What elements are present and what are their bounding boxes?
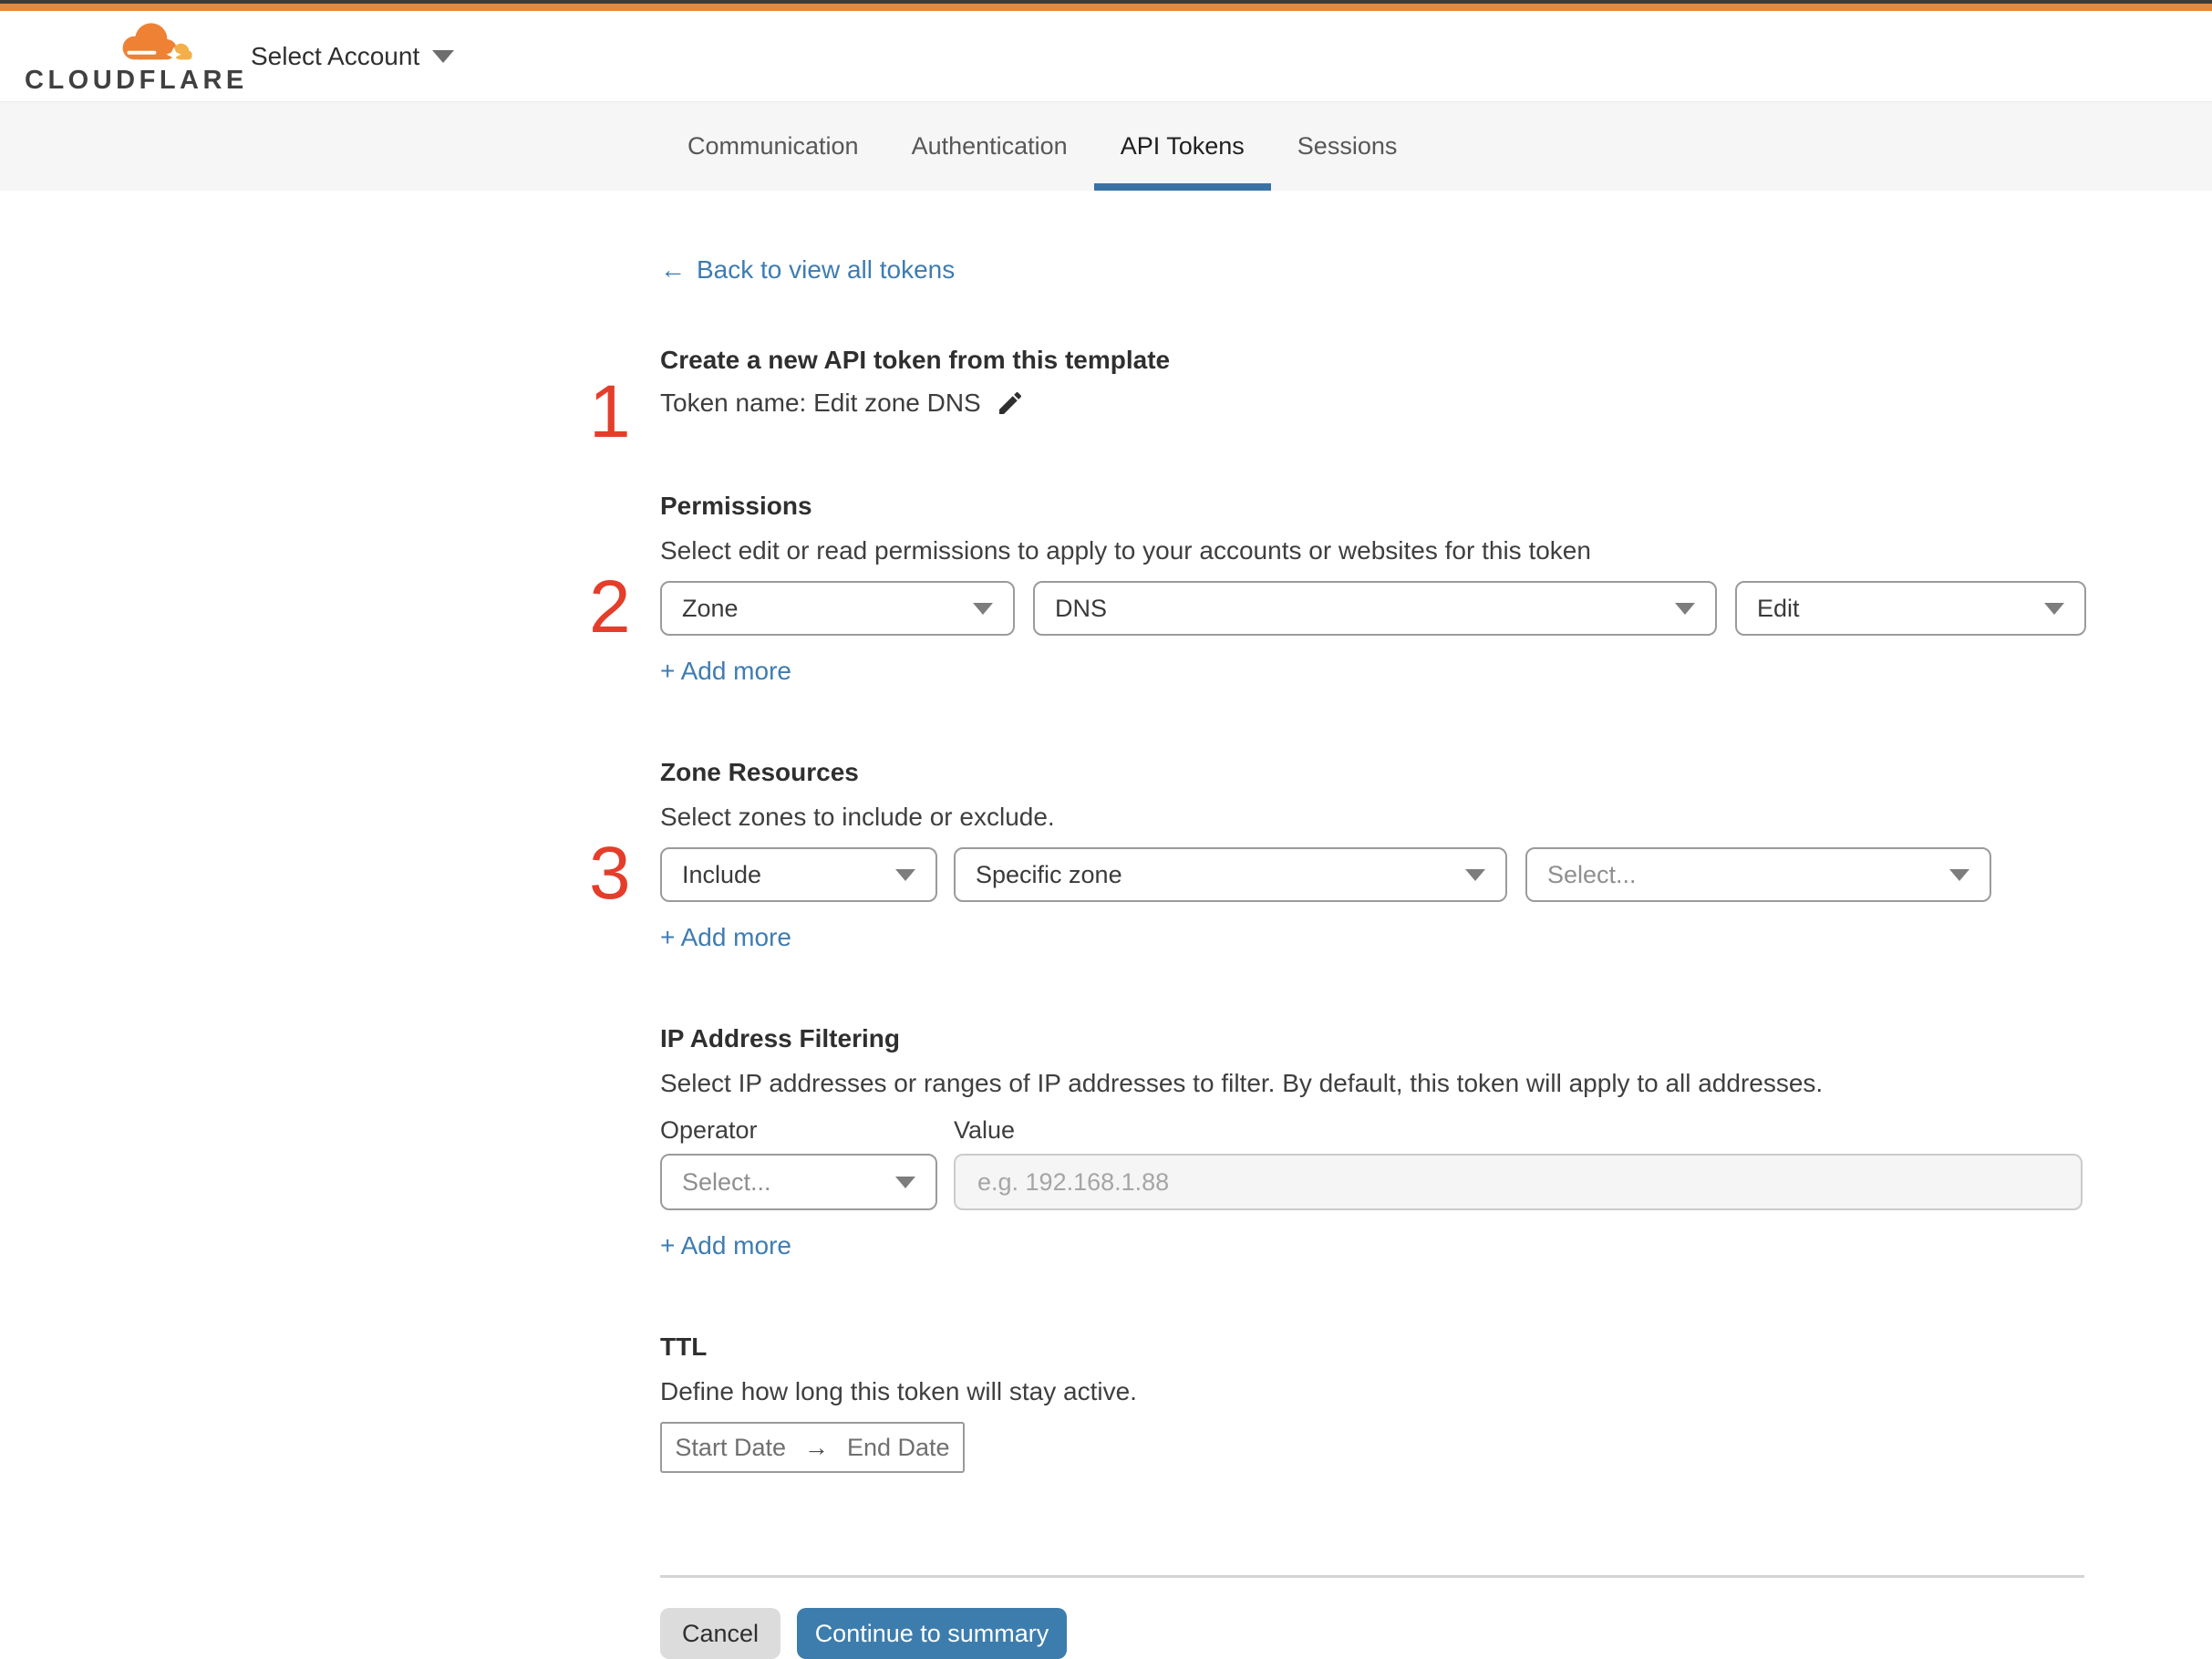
permission-scope-value: Zone — [682, 594, 739, 622]
tab-authentication[interactable]: Authentication — [911, 132, 1068, 160]
continue-to-summary-button[interactable]: Continue to summary — [797, 1608, 1067, 1659]
cancel-button[interactable]: Cancel — [660, 1608, 780, 1659]
edit-pencil-icon[interactable] — [996, 389, 1025, 418]
form-actions — [660, 1608, 2084, 1659]
zone-mode-dropdown[interactable] — [660, 847, 937, 902]
back-link-label: Back to view all tokens — [697, 255, 956, 284]
chevron-down-icon — [2044, 603, 2064, 615]
zone-select-dropdown[interactable] — [1525, 847, 1991, 902]
cloudflare-cloud-icon — [103, 16, 198, 69]
chevron-down-icon — [1675, 603, 1695, 615]
chevron-down-icon — [895, 869, 915, 881]
account-selector-label: Select Account — [251, 41, 420, 70]
chevron-down-icon — [973, 603, 993, 615]
value-label: Value — [954, 1116, 1016, 1144]
end-date-label: End Date — [846, 1433, 950, 1461]
ip-operator-dropdown[interactable] — [660, 1154, 937, 1210]
zone-resources-title: Zone Resources — [660, 758, 859, 786]
ip-operator-placeholder: Select... — [682, 1167, 771, 1196]
ttl-date-range-picker[interactable] — [660, 1422, 965, 1473]
zone-type-dropdown[interactable] — [954, 847, 1507, 902]
zone-select-placeholder: Select... — [1547, 860, 1637, 888]
ip-filtering-description: Select IP addresses or ranges of IP addresses to filter. By default, this token will apply to all addresses. — [660, 1069, 1824, 1097]
token-name-text: Token name: Edit zone DNS — [660, 389, 981, 417]
permissions-title: Permissions — [660, 492, 812, 520]
page-header — [0, 11, 2212, 102]
chevron-down-icon — [1949, 869, 1969, 881]
profile-tab-bar — [0, 102, 2212, 191]
step-number: 2 — [589, 565, 631, 648]
step-number: 3 — [589, 832, 631, 915]
ttl-title: TTL — [660, 1332, 708, 1361]
zone-type-value: Specific zone — [976, 860, 1122, 888]
section-permissions — [589, 490, 2084, 687]
top-accent-orange-bar — [0, 4, 2212, 11]
ttl-description: Define how long this token will stay active. — [660, 1377, 1137, 1405]
back-arrow-icon: ← — [660, 255, 686, 284]
section-ip-filtering — [660, 1022, 2084, 1261]
zone-resources-description: Select zones to include or exclude. — [660, 803, 1055, 831]
footer-divider — [660, 1575, 2084, 1578]
section-token-name — [589, 344, 2084, 453]
start-date-label: Start Date — [675, 1433, 786, 1461]
zone-resources-add-more-link[interactable]: + Add more — [660, 923, 791, 951]
chevron-down-icon — [895, 1177, 915, 1188]
permission-scope-dropdown[interactable] — [660, 581, 1015, 636]
token-template-form — [589, 191, 2084, 1659]
permission-access-value: Edit — [1757, 594, 1800, 622]
ip-value-input[interactable] — [954, 1154, 2083, 1210]
ip-filtering-title: IP Address Filtering — [660, 1024, 900, 1052]
zone-mode-value: Include — [682, 860, 762, 888]
chevron-down-icon — [432, 50, 454, 63]
permission-resource-dropdown[interactable] — [1033, 581, 1717, 636]
chevron-down-icon — [1465, 869, 1485, 881]
tab-sessions[interactable]: Sessions — [1297, 132, 1398, 160]
tab-communication[interactable]: Communication — [687, 132, 859, 160]
operator-label: Operator — [660, 1116, 758, 1144]
page-title: Create a new API token from this template — [660, 346, 1171, 374]
permissions-description: Select edit or read permissions to apply to your accounts or websites for this token — [660, 536, 1591, 565]
section-zone-resources — [589, 756, 2084, 953]
permission-access-dropdown[interactable] — [1735, 581, 2086, 636]
cloudflare-wordmark: CLOUDFLARE — [25, 66, 248, 95]
permissions-add-more-link[interactable]: + Add more — [660, 657, 791, 685]
ip-filtering-add-more-link[interactable]: + Add more — [660, 1231, 791, 1260]
section-ttl — [660, 1331, 2084, 1473]
permission-resource-value: DNS — [1055, 594, 1108, 622]
step-number: 1 — [589, 370, 631, 453]
tab-api-tokens[interactable]: API Tokens — [1094, 102, 1271, 191]
arrow-right-icon: → — [803, 1433, 829, 1461]
cloudflare-logo — [25, 16, 248, 96]
account-selector[interactable] — [251, 42, 454, 71]
back-to-tokens-link[interactable] — [660, 254, 955, 285]
